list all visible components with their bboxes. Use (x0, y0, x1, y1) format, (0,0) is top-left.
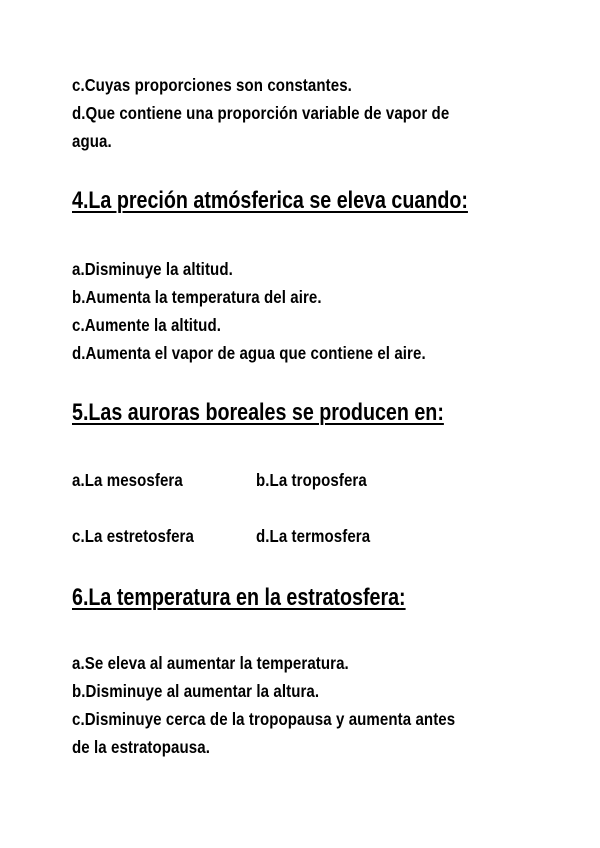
q4-option-a: a.Disminuye la altitud. (72, 259, 233, 279)
question-6-title: 6.La temperatura en la estratosfera: (72, 584, 406, 611)
q4-option-d: d.Aumenta el vapor de agua que contiene el aire. (72, 343, 426, 363)
q6-option-c-continued: de la estratopausa. (72, 737, 210, 757)
q4-option-b: b.Aumenta la temperatura del aire. (72, 287, 322, 307)
q5-option-a: a.La mesosfera (72, 470, 183, 490)
q5-option-c: c.La estretosfera (72, 526, 194, 546)
q3-option-d-continued: agua. (72, 131, 112, 151)
q6-option-c: c.Disminuye cerca de la tropopausa y aumenta antes (72, 709, 456, 729)
question-4-title: 4.La preción atmósferica se eleva cuando: (72, 187, 468, 214)
q5-option-b: b.La troposfera (256, 470, 367, 490)
q3-option-c: c.Cuyas proporciones son constantes. (72, 75, 352, 95)
q5-option-d: d.La termosfera (256, 526, 371, 546)
q6-option-a: a.Se eleva al aumentar la temperatura. (72, 653, 349, 673)
q6-option-b: b.Disminuye al aumentar la altura. (72, 681, 320, 701)
question-5-title: 5.Las auroras boreales se producen en: (72, 399, 444, 426)
q4-option-c: c.Aumente la altitud. (72, 315, 221, 335)
q3-option-d: d.Que contiene una proporción variable de vapor de (72, 103, 450, 123)
